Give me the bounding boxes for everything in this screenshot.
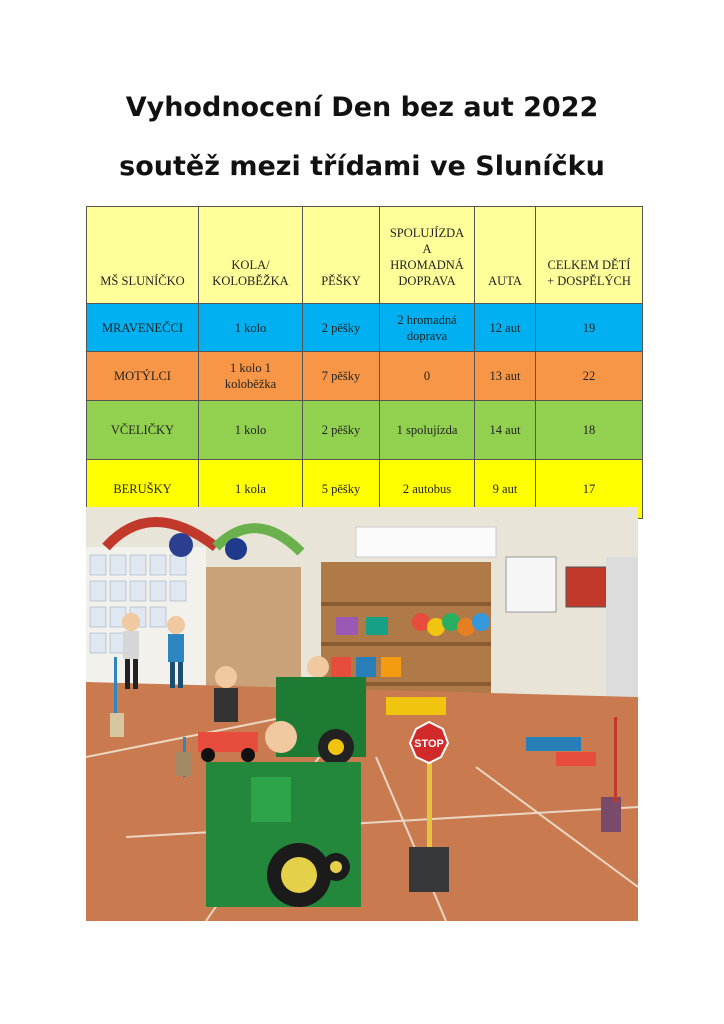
document-title: Vyhodnocení Den bez aut 2022	[125, 92, 599, 123]
header-cell: CELKEM DĚTÍ + DOSPĚLÝCH	[536, 207, 643, 304]
total-cell: 17	[536, 460, 643, 519]
class-name-cell: VČELIČKY	[87, 401, 199, 460]
drawings-line	[356, 527, 496, 557]
transit-cell: 1 spolujízda	[380, 401, 475, 460]
bikes-cell: 1 kolo 1 koloběžka	[199, 352, 303, 401]
table-row	[87, 352, 643, 401]
walking-cell: 2 pěšky	[303, 401, 380, 460]
wall-picture	[506, 557, 556, 612]
table-header-row	[87, 207, 643, 304]
stop-sign-text: STOP	[414, 738, 444, 750]
header-cell: AUTA	[475, 207, 536, 304]
cars-cell: 13 aut	[475, 352, 536, 401]
header-cell: PĚŠKY	[303, 207, 380, 304]
walking-cell: 7 pěšky	[303, 352, 380, 401]
transit-cell: 2 autobus	[380, 460, 475, 519]
cars-cell: 14 aut	[475, 401, 536, 460]
table-row	[87, 401, 643, 460]
classroom-illustration	[86, 507, 638, 921]
document-subtitle: soutěž mezi třídami ve Sluníčku	[119, 151, 605, 182]
class-name-cell: MOTÝLCI	[87, 352, 199, 401]
table-row	[87, 304, 643, 352]
cars-cell: 12 aut	[475, 304, 536, 352]
bikes-cell: 1 kolo	[199, 304, 303, 352]
class-name-cell: BERUŠKY	[87, 460, 199, 519]
cars-cell: 9 aut	[475, 460, 536, 519]
walking-cell: 5 pěšky	[303, 460, 380, 519]
walking-cell: 2 pěšky	[303, 304, 380, 352]
bikes-cell: 1 kolo	[199, 401, 303, 460]
total-cell: 18	[536, 401, 643, 460]
classroom-photo	[86, 507, 638, 921]
total-cell: 19	[536, 304, 643, 352]
bikes-cell: 1 kola	[199, 460, 303, 519]
header-cell: KOLA/ KOLOBĚŽKA	[199, 207, 303, 304]
header-cell: MŠ SLUNÍČKO	[87, 207, 199, 304]
results-table	[86, 206, 643, 519]
class-name-cell: MRAVENEČCI	[87, 304, 199, 352]
transit-cell: 2 hromadná doprava	[380, 304, 475, 352]
total-cell: 22	[536, 352, 643, 401]
header-cell: SPOLUJÍZDA A HROMADNÁ DOPRAVA	[380, 207, 475, 304]
transit-cell: 0	[380, 352, 475, 401]
